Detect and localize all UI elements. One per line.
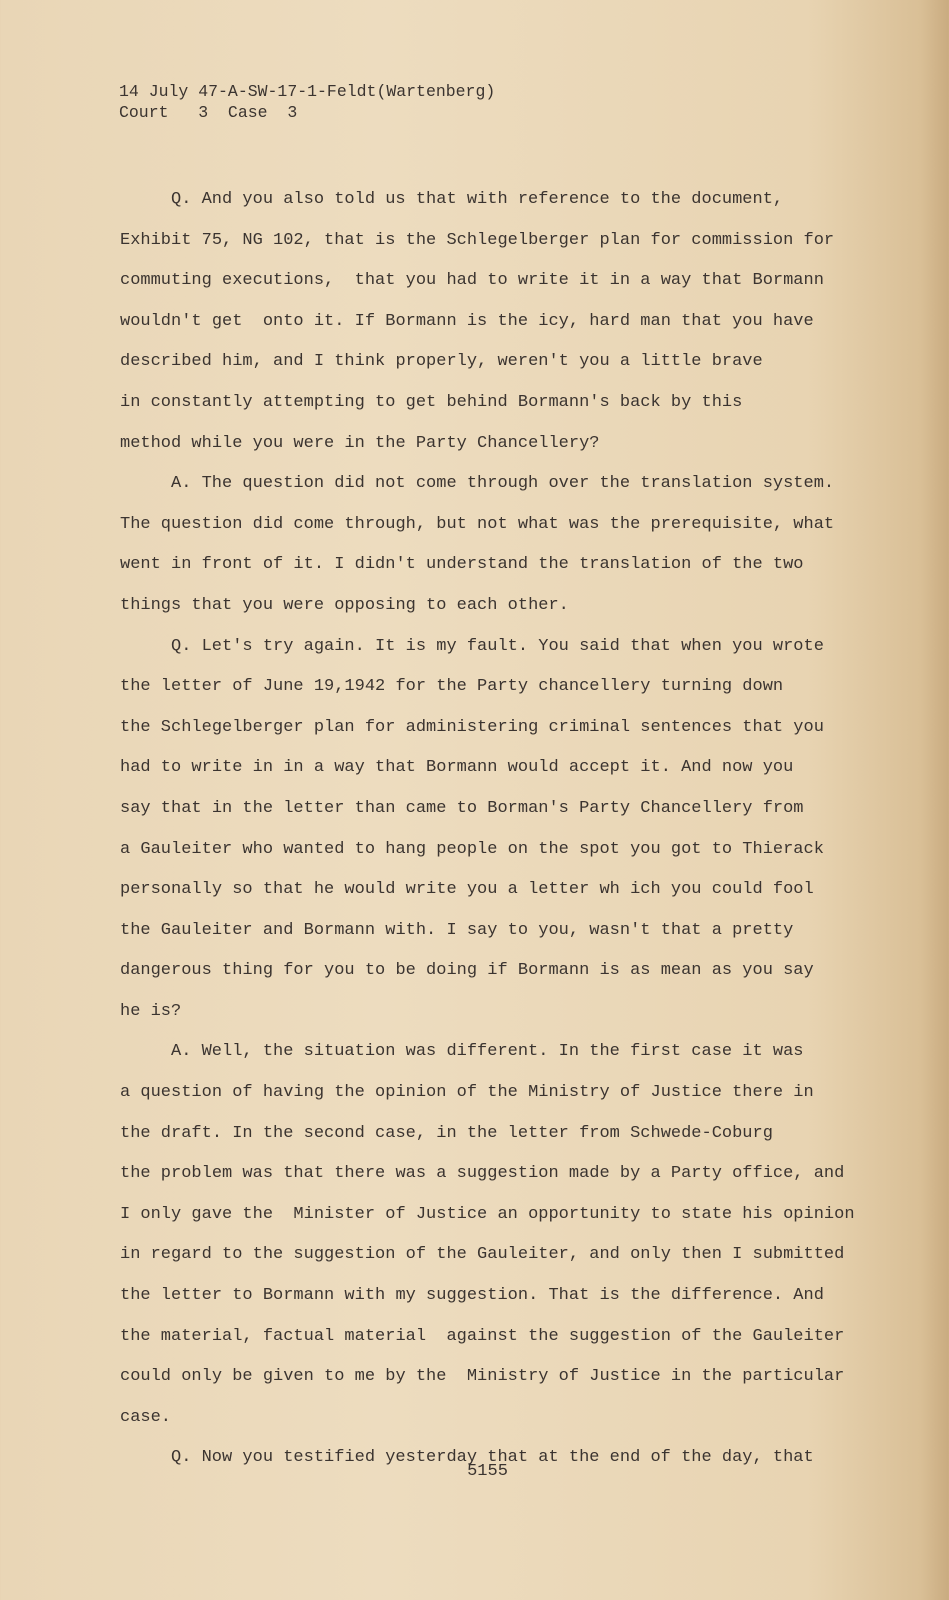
transcript-line: wouldn't get onto it. If Bormann is the icy, hard man that you have: [120, 311, 814, 331]
page-number: 5155: [467, 1462, 508, 1481]
transcript-line: A. Well, the situation was different. In the first case it was: [171, 1042, 804, 1062]
transcript-line: Q. Let's try again. It is my fault. You said that when you wrote: [171, 636, 824, 656]
transcript-line: Q. Now you testified yesterday that at the end of the day, that: [171, 1448, 814, 1468]
transcript-line: the letter of June 19,1942 for the Party chancellery turning down: [120, 677, 784, 697]
transcript-line: dangerous thing for you to be doing if Bormann is as mean as you say: [120, 961, 814, 981]
transcript-line: he is?: [120, 1001, 182, 1021]
transcript-line: the material, factual material against the suggestion of the Gauleiter: [120, 1326, 845, 1346]
document-header-line: 14 July 47-A-SW-17-1-Feldt(Wartenberg): [119, 82, 496, 101]
transcript-line: the problem was that there was a suggestion made by a Party office, and: [120, 1164, 845, 1184]
transcript-line: the Schlegelberger plan for administering criminal sentences that you: [120, 717, 824, 737]
transcript-line: a question of having the opinion of the Ministry of Justice there in: [120, 1083, 814, 1103]
transcript-line: had to write in in a way that Bormann would accept it. And now you: [120, 758, 794, 778]
transcript-line: method while you were in the Party Chancellery?: [120, 433, 600, 453]
transcript-line: case.: [120, 1407, 172, 1427]
transcript-line: I only gave the Minister of Justice an opportunity to state his opinion: [120, 1204, 855, 1224]
transcript-line: The question did come through, but not what was the prerequisite, what: [120, 514, 835, 534]
transcript-line: things that you were opposing to each other.: [120, 595, 569, 615]
transcript-line: the draft. In the second case, in the letter from Schwede-Coburg: [120, 1123, 773, 1143]
transcript-line: Q. And you also told us that with reference to the document,: [171, 190, 784, 209]
transcript-line: say that in the letter than came to Borman's Party Chancellery from: [120, 798, 804, 818]
transcript-line: A. The question did not come through over the translation system.: [171, 474, 835, 494]
transcript-line: a Gauleiter who wanted to hang people on the spot you got to Thierack: [120, 839, 824, 859]
transcript-line: commuting executions, that you had to write it in a way that Bormann: [120, 271, 824, 291]
transcript-body: [120, 180, 880, 1479]
transcript-line: went in front of it. I didn't understand the translation of the two: [120, 555, 804, 575]
transcript-line: in regard to the suggestion of the Gauleiter, and only then I submitted: [120, 1245, 845, 1265]
transcript-line: personally so that he would write you a letter wh ich you could fool: [120, 880, 814, 900]
transcript-line: described him, and I think properly, weren't you a little brave: [120, 352, 763, 372]
transcript-line: in constantly attempting to get behind Bormann's back by this: [120, 392, 743, 412]
transcript-line: the Gauleiter and Bormann with. I say to you, wasn't that a pretty: [120, 920, 794, 940]
transcript-line: could only be given to me by the Ministry of Justice in the particular: [120, 1367, 845, 1387]
court-case-line: Court 3 Case 3: [119, 103, 298, 122]
transcript-line: the letter to Bormann with my suggestion. That is the difference. And: [120, 1286, 824, 1306]
transcript-line: Exhibit 75, NG 102, that is the Schlegelberger plan for commission for: [120, 230, 835, 250]
